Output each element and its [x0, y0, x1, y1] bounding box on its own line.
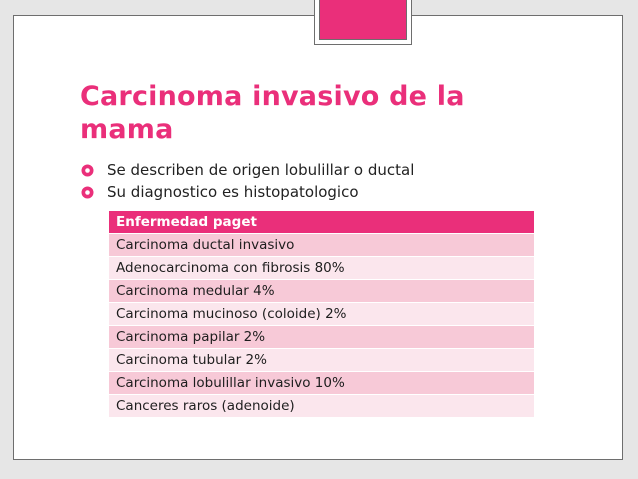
table-row — [109, 395, 534, 418]
table-cell: Carcinoma papilar 2% — [109, 326, 534, 349]
table-cell: Carcinoma ductal invasivo — [109, 234, 534, 257]
table-header-row — [109, 211, 534, 234]
table-cell: Canceres raros (adenoide) — [109, 395, 534, 418]
bullet-item — [80, 159, 560, 181]
table-row — [109, 372, 534, 395]
table-row — [109, 303, 534, 326]
table-header-cell: Enfermedad paget — [109, 211, 534, 234]
table-cell: Carcinoma mucinoso (coloide) 2% — [109, 303, 534, 326]
accent-tab-outline — [314, 0, 412, 45]
table-cell: Carcinoma tubular 2% — [109, 349, 534, 372]
table-cell: Carcinoma lobulillar invasivo 10% — [109, 372, 534, 395]
bullet-icon — [80, 185, 95, 200]
carcinoma-types-table — [109, 211, 534, 418]
bullet-text: Su diagnostico es histopatologico — [107, 183, 359, 201]
accent-tab — [319, 0, 407, 40]
bullet-list — [80, 159, 560, 203]
table-row — [109, 280, 534, 303]
table-cell: Adenocarcinoma con fibrosis 80% — [109, 257, 534, 280]
slide-title: Carcinoma invasivo de la mama — [80, 81, 465, 145]
table-cell: Carcinoma medular 4% — [109, 280, 534, 303]
table-row — [109, 349, 534, 372]
table-row — [109, 326, 534, 349]
bullet-item — [80, 181, 560, 203]
table-row — [109, 234, 534, 257]
bullet-text: Se describen de origen lobulillar o ductal — [107, 161, 415, 179]
table-row — [109, 257, 534, 280]
bullet-icon — [80, 163, 95, 178]
